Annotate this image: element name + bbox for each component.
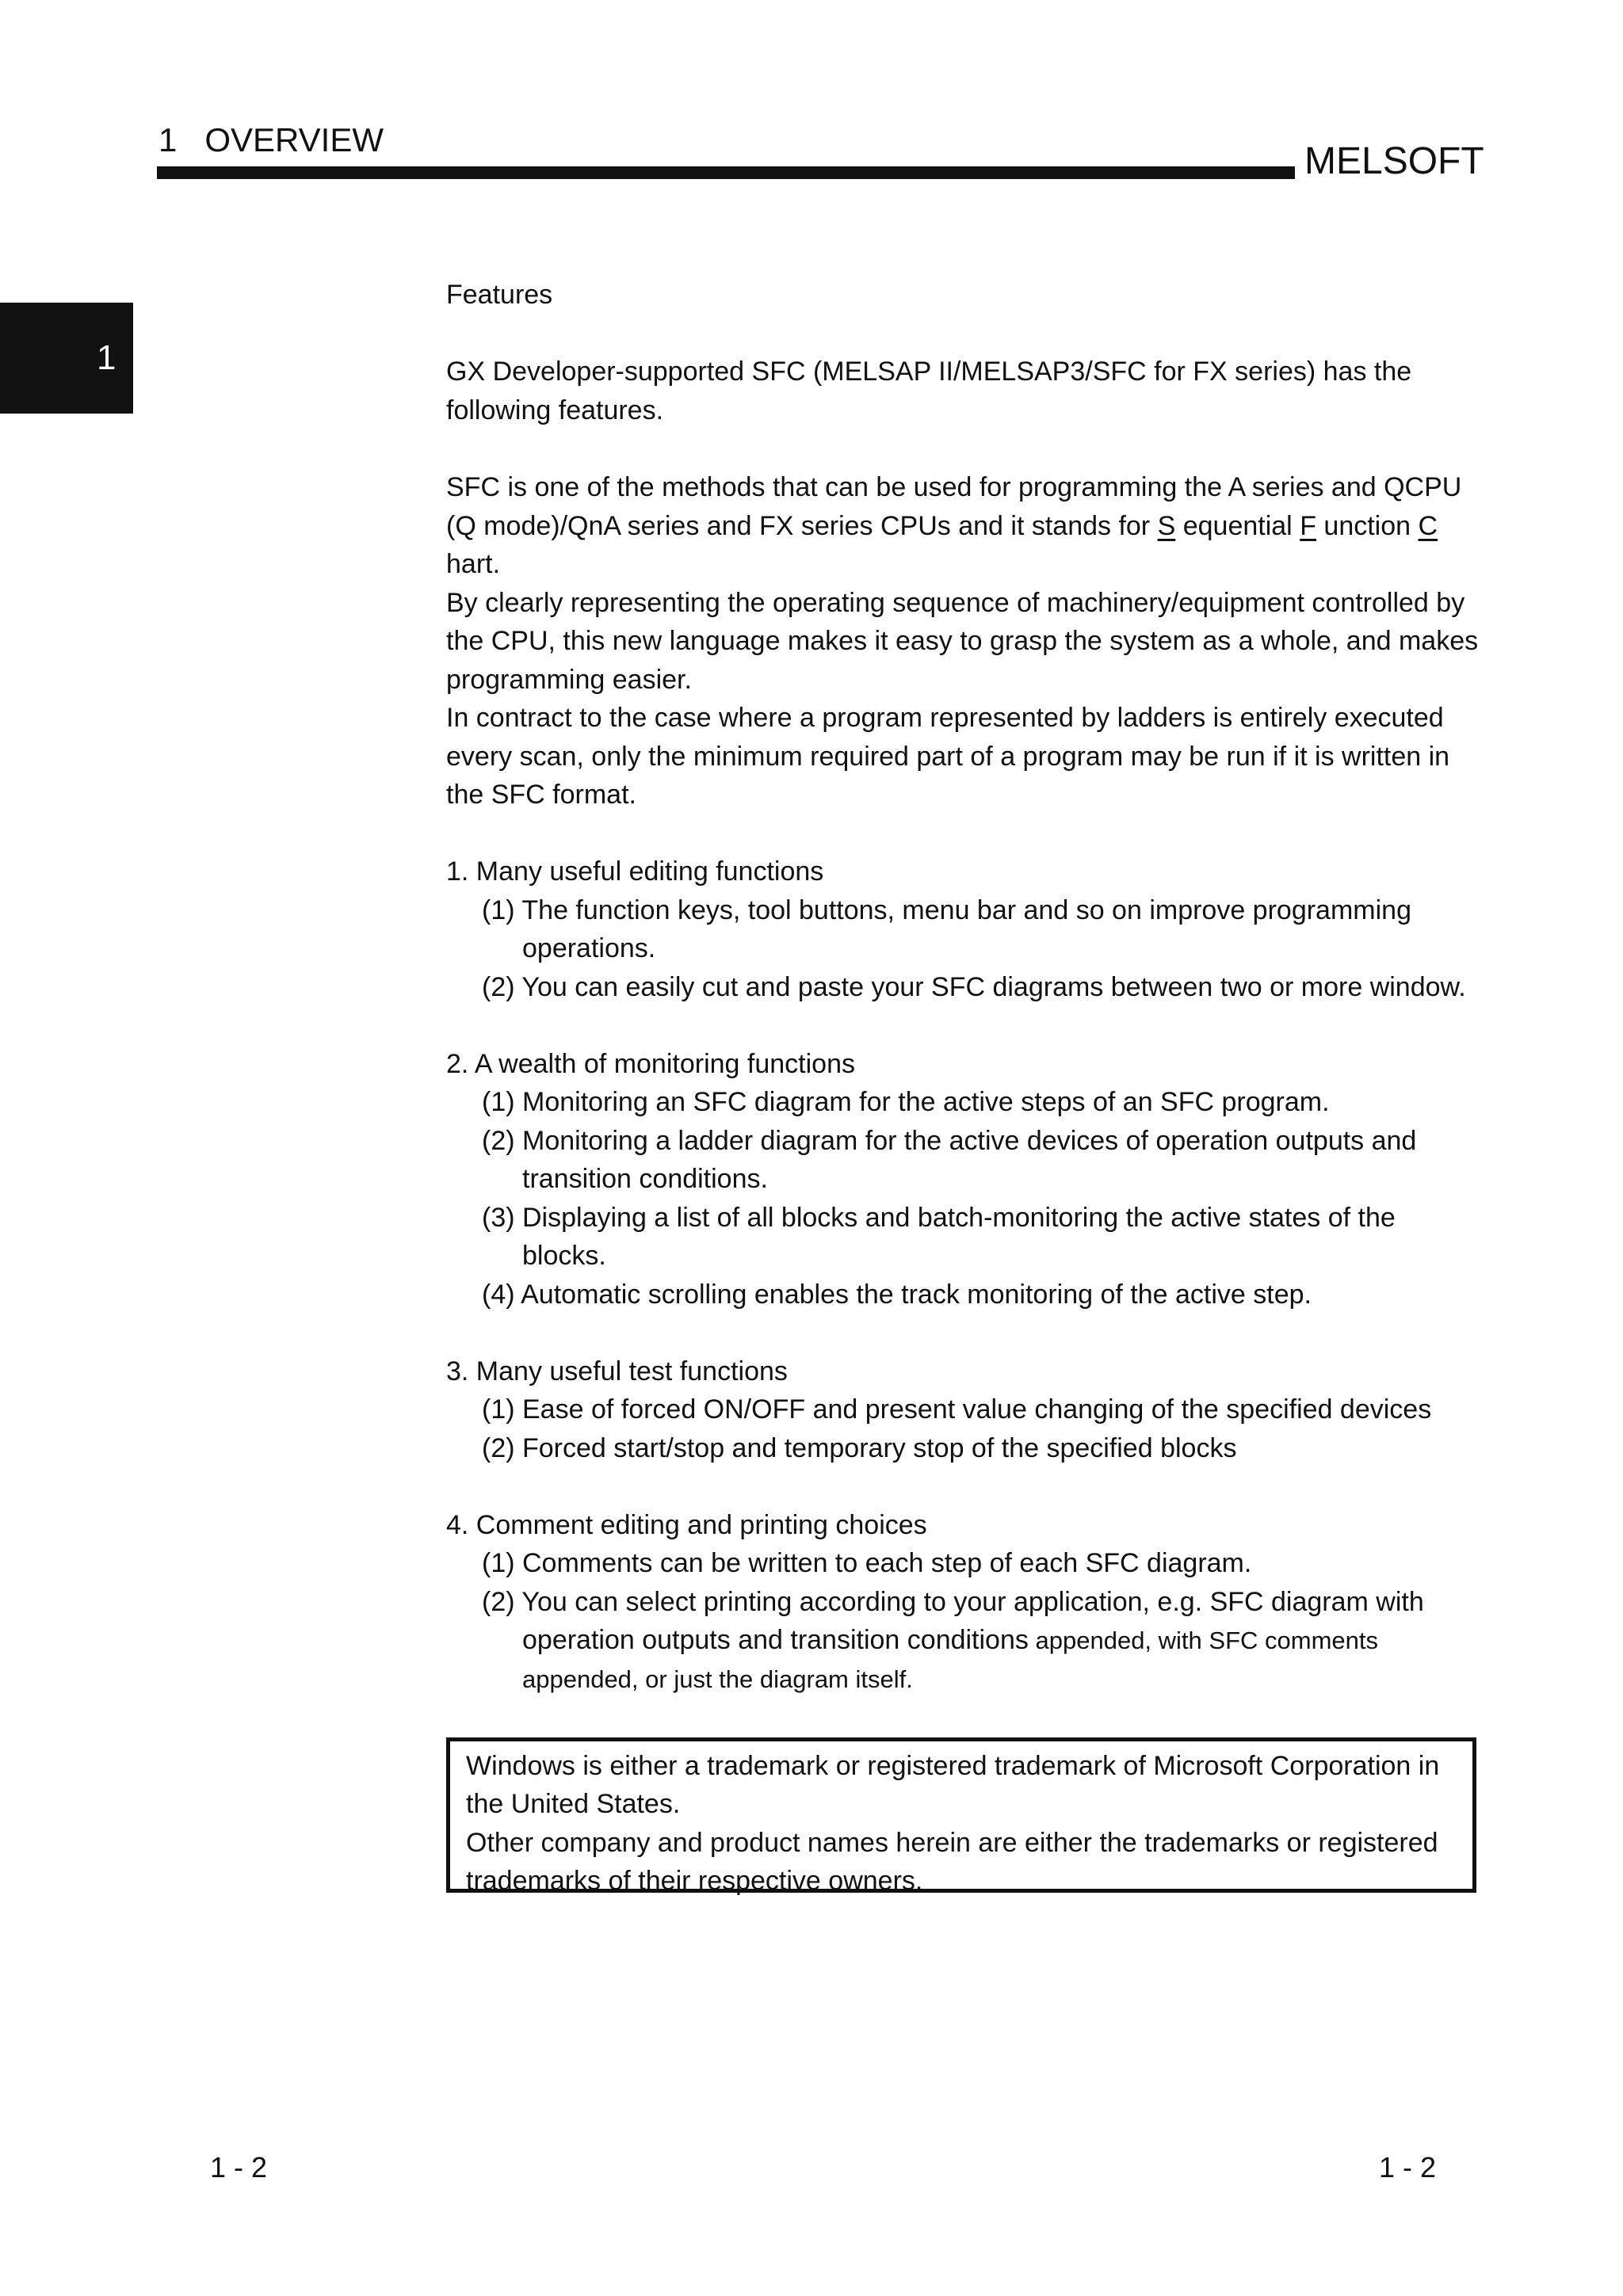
body-line: programming easier.	[446, 665, 692, 695]
feature-title: 4. Comment editing and printing choices	[446, 1510, 927, 1540]
body-line: every scan, only the minimum required part of a program may be run if it is written in	[446, 742, 1450, 772]
body-line: the CPU, this new language makes it easy to grasp the system as a whole, and makes	[446, 626, 1479, 656]
body-line-acronym	[446, 507, 1438, 546]
body-line: In contract to the case where a program represented by ladders is entirely executed	[446, 703, 1444, 733]
feature-item: (2) Monitoring a ladder diagram for the active devices of operation outputs and	[482, 1126, 1417, 1156]
feature-item-continued	[522, 1621, 1378, 1661]
feature-item: (2) You can easily cut and paste your SFC diagrams between two or more window.	[482, 972, 1466, 1002]
trademark-line: trademarks of their respective owners.	[466, 1866, 923, 1896]
feature-item: (1) Ease of forced ON/OFF and present value changing of the specified devices	[482, 1394, 1432, 1425]
body-line: hart.	[446, 549, 501, 579]
trademark-line: the United States.	[466, 1789, 681, 1819]
acronym-letter-c: C	[1418, 511, 1438, 541]
feature-title: 3. Many useful test functions	[446, 1356, 788, 1386]
feature-item: (1) The function keys, tool buttons, menu bar and so on improve programming	[482, 895, 1411, 925]
feature-item: (1) Comments can be written to each step of each SFC diagram.	[482, 1548, 1252, 1578]
brand-name: MELSOFT	[1304, 140, 1484, 182]
trademark-notice-box	[446, 1737, 1476, 1896]
intro-line: GX Developer-supported SFC (MELSAP II/MELSAP3/SFC for FX series) has the	[446, 357, 1412, 387]
header-rule	[157, 166, 1295, 179]
intro-line: following features.	[446, 395, 664, 425]
feature-title: 1. Many useful editing functions	[446, 856, 824, 887]
feature-item: (4) Automatic scrolling enables the track monitoring of the active step.	[482, 1280, 1312, 1310]
body-line: By clearly representing the operating sequence of machinery/equipment controlled by	[446, 588, 1465, 618]
trademark-line: Windows is either a trademark or registered trademark of Microsoft Corporation in	[466, 1751, 1440, 1781]
feature-item-continued: operations.	[522, 933, 656, 963]
body-line: the SFC format.	[446, 780, 636, 810]
body-text: unction	[1316, 511, 1419, 541]
section-heading: Features	[446, 280, 553, 310]
page-number-right: 1 - 2	[1379, 2151, 1437, 2183]
chapter-tab-number: 1	[97, 338, 116, 377]
acronym-letter-f: F	[1300, 511, 1316, 541]
feature-item: (2) Forced start/stop and temporary stop of the specified blocks	[482, 1433, 1237, 1463]
feature-item: (2) You can select printing according to your application, e.g. SFC diagram with	[482, 1587, 1424, 1617]
page-number-left: 1 - 2	[210, 2151, 268, 2183]
feature-item: (1) Monitoring an SFC diagram for the active steps of an SFC program.	[482, 1087, 1330, 1117]
feature-item-continued: transition conditions.	[522, 1164, 768, 1194]
acronym-letter-s: S	[1157, 511, 1176, 541]
feature-item-continued: appended, or just the diagram itself.	[522, 1665, 913, 1693]
body-text: (Q mode)/QnA series and FX series CPUs and it stands for	[446, 511, 1158, 541]
feature-item: (3) Displaying a list of all blocks and batch-monitoring the active states of the	[482, 1203, 1396, 1233]
feature-item-continued: blocks.	[522, 1241, 606, 1271]
body-line: SFC is one of the methods that can be used for programming the A series and QCPU	[446, 472, 1462, 502]
feature-title: 2. A wealth of monitoring functions	[446, 1049, 855, 1079]
trademark-line: Other company and product names herein are either the trademarks or registered	[466, 1828, 1438, 1858]
body-text: equential	[1175, 511, 1300, 541]
feature-item-text: operation outputs and transition conditions	[522, 1625, 1029, 1655]
chapter-title: 1 OVERVIEW	[158, 121, 384, 158]
feature-item-text-small: appended, with SFC comments	[1028, 1627, 1378, 1654]
